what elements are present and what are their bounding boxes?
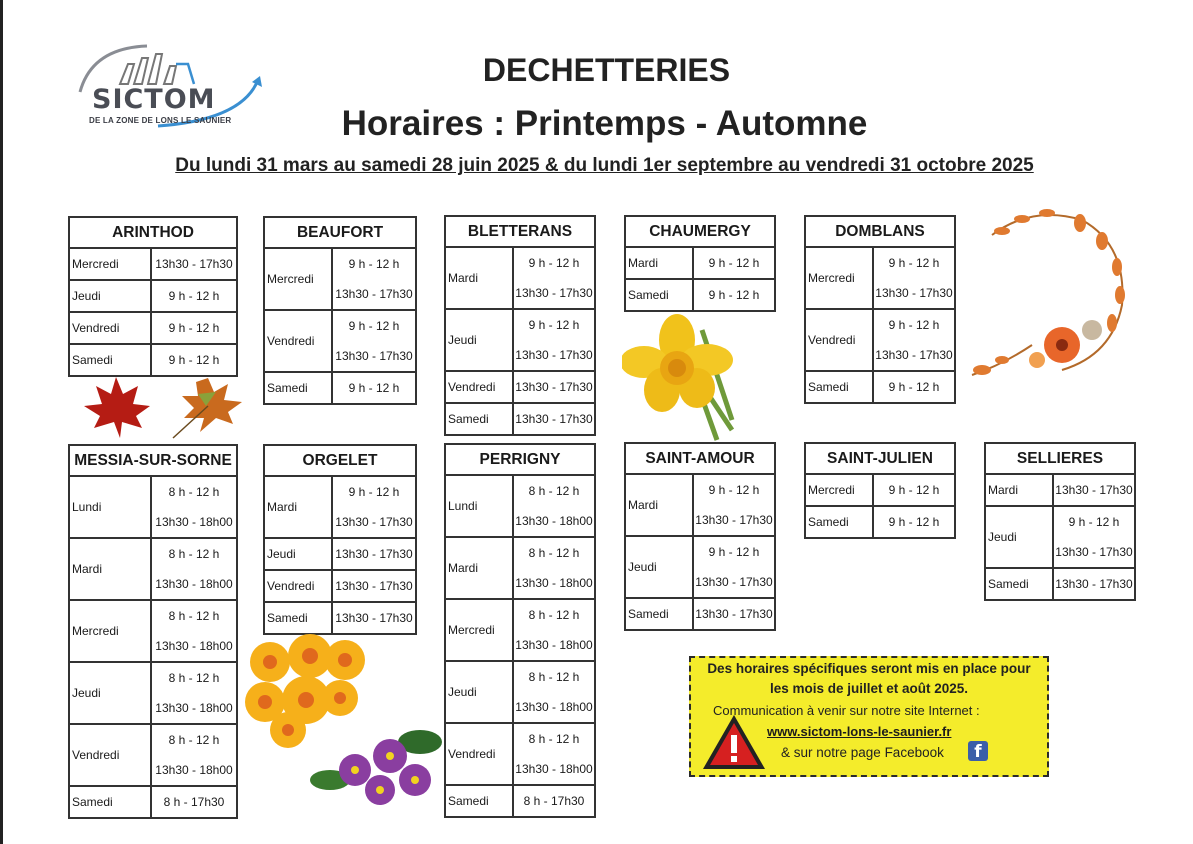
schedule-row (625, 598, 775, 630)
schedule-table-domblans (804, 215, 956, 404)
hours-range: 9 h - 12 h (888, 318, 940, 332)
notice-line-2: les mois de juillet et août 2025. (769, 681, 969, 696)
hours-cell (513, 537, 595, 599)
hours-range: 9 h - 12 h (168, 321, 220, 335)
hours-cell (693, 247, 775, 279)
site-name: BEAUFORT (264, 217, 416, 248)
hours-range: 8 h - 12 h (168, 485, 220, 499)
hours-range: 13h30 - 17h30 (335, 611, 413, 625)
schedule-row (69, 248, 237, 280)
day-cell: Samedi (445, 403, 513, 435)
hours-range: 13h30 - 18h00 (515, 576, 593, 590)
hours-cell (513, 371, 595, 403)
notice-line-3: Communication à venir sur notre site Internet : (713, 703, 980, 718)
day-cell: Vendredi (264, 310, 332, 372)
hours-range: 13h30 - 17h30 (515, 348, 593, 362)
hours-cell (513, 475, 595, 537)
daffodil-icon (622, 310, 757, 445)
hours-range: 13h30 - 17h30 (875, 348, 953, 362)
hours-range: 13h30 - 17h30 (515, 412, 593, 426)
day-cell: Vendredi (69, 312, 151, 344)
site-name: MESSIA-SUR-SORNE (69, 445, 237, 476)
day-cell: Mardi (264, 476, 332, 538)
hours-cell (332, 248, 416, 310)
schedule-table-bletterans (444, 215, 596, 436)
hours-range: 13h30 - 17h30 (515, 286, 593, 300)
hours-cell (693, 474, 775, 536)
schedule-row (69, 280, 237, 312)
notice-line-1: Des horaires spécifiques seront mis en place pour (707, 661, 1031, 676)
schedule-row (69, 600, 237, 662)
schedule-row (264, 538, 416, 570)
hours-cell (513, 309, 595, 371)
hours-cell (151, 662, 237, 724)
schedule-row (264, 248, 416, 310)
day-cell: Vendredi (264, 570, 332, 602)
hours-range: 8 h - 17h30 (163, 795, 225, 809)
hours-range: 13h30 - 18h00 (515, 762, 593, 776)
day-cell: Samedi (445, 785, 513, 817)
hours-range: 13h30 - 17h30 (335, 349, 413, 363)
website-link[interactable]: www.sictom-lons-le-saunier.fr (767, 724, 952, 739)
hours-cell (513, 247, 595, 309)
schedule-row (985, 568, 1135, 600)
hours-range: 13h30 - 18h00 (155, 639, 233, 653)
hours-range: 13h30 - 17h30 (1055, 545, 1133, 559)
schedule-row (69, 662, 237, 724)
schedule-row (805, 247, 955, 309)
schedule-table-perrigny (444, 443, 596, 818)
day-cell: Samedi (805, 371, 873, 403)
schedule-row (445, 309, 595, 371)
day-cell: Mercredi (805, 247, 873, 309)
day-cell: Mardi (445, 247, 513, 309)
logo-name: SICTOM (92, 84, 216, 115)
day-cell: Mercredi (445, 599, 513, 661)
schedule-row (625, 536, 775, 598)
schedule-row (985, 474, 1135, 506)
day-cell: Samedi (69, 344, 151, 376)
schedule-row (445, 785, 595, 817)
hours-cell (513, 785, 595, 817)
warning-icon (701, 713, 767, 773)
hours-range: 9 h - 12 h (168, 353, 220, 367)
day-cell: Vendredi (445, 371, 513, 403)
schedule-table-chaumergy (624, 215, 776, 312)
hours-range: 8 h - 12 h (528, 608, 580, 622)
hours-cell (1053, 474, 1135, 506)
hours-range: 9 h - 12 h (888, 483, 940, 497)
hours-range: 9 h - 12 h (348, 257, 400, 271)
hours-range: 9 h - 12 h (888, 380, 940, 394)
hours-cell (151, 786, 237, 818)
hours-range: 8 h - 12 h (528, 732, 580, 746)
hours-range: 13h30 - 17h30 (515, 380, 593, 394)
hours-cell (151, 248, 237, 280)
hours-range: 9 h - 12 h (708, 545, 760, 559)
notice-box (689, 656, 1049, 777)
day-cell: Vendredi (805, 309, 873, 371)
schedule-row (625, 247, 775, 279)
day-cell: Samedi (625, 598, 693, 630)
site-name: BLETTERANS (445, 216, 595, 247)
schedule-table-saint-amour (624, 442, 776, 631)
site-name: ARINTHOD (69, 217, 237, 248)
day-cell: Lundi (445, 475, 513, 537)
schedule-row (625, 474, 775, 536)
hours-cell (151, 600, 237, 662)
day-cell: Mardi (625, 247, 693, 279)
hours-cell (513, 723, 595, 785)
hours-range: 9 h - 12 h (888, 256, 940, 270)
hours-cell (693, 598, 775, 630)
hours-range: 13h30 - 18h00 (155, 515, 233, 529)
hours-range: 9 h - 12 h (348, 381, 400, 395)
hours-range: 9 h - 12 h (348, 485, 400, 499)
hours-range: 13h30 - 17h30 (155, 257, 233, 271)
day-cell: Jeudi (69, 280, 151, 312)
page-title: DECHETTERIES (482, 52, 731, 88)
hours-cell (151, 538, 237, 600)
schedule-table-arinthod (68, 216, 238, 377)
hours-range: 8 h - 12 h (528, 546, 580, 560)
hours-range: 8 h - 17h30 (523, 794, 585, 808)
hours-range: 9 h - 12 h (528, 318, 580, 332)
hours-range: 9 h - 12 h (708, 256, 760, 270)
site-name: ORGELET (264, 445, 416, 476)
hours-range: 13h30 - 17h30 (1055, 577, 1133, 591)
day-cell: Jeudi (69, 662, 151, 724)
hours-cell (332, 476, 416, 538)
hours-range: 8 h - 12 h (168, 547, 220, 561)
day-cell: Vendredi (69, 724, 151, 786)
schedule-row (445, 661, 595, 723)
day-cell: Lundi (69, 476, 151, 538)
page-edge (0, 0, 3, 844)
day-cell: Mardi (985, 474, 1053, 506)
site-name: PERRIGNY (445, 444, 595, 475)
hours-range: 13h30 - 18h00 (515, 514, 593, 528)
hours-cell (151, 280, 237, 312)
logo-subtitle: DE LA ZONE DE LONS LE SAUNIER (89, 116, 232, 125)
notice-facebook-text: & sur notre page Facebook (781, 745, 944, 760)
facebook-icon[interactable]: f (968, 741, 988, 761)
hours-cell (1053, 568, 1135, 600)
hours-range: 13h30 - 17h30 (335, 287, 413, 301)
hours-cell (873, 309, 955, 371)
hours-cell (693, 279, 775, 311)
day-cell: Samedi (264, 372, 332, 404)
hours-range: 9 h - 12 h (708, 288, 760, 302)
hours-cell (873, 474, 955, 506)
schedule-row (264, 372, 416, 404)
schedule-row (69, 786, 237, 818)
hours-range: 9 h - 12 h (888, 515, 940, 529)
day-cell: Mardi (625, 474, 693, 536)
schedule-row (69, 476, 237, 538)
hours-cell (1053, 506, 1135, 568)
hours-range: 13h30 - 17h30 (695, 513, 773, 527)
hours-cell (332, 538, 416, 570)
schedule-table-messia-sur-sorne (68, 444, 238, 819)
schedule-row (445, 247, 595, 309)
schedule-row (445, 475, 595, 537)
day-cell: Mercredi (69, 600, 151, 662)
page-subtitle: Horaires : Printemps - Automne (341, 104, 868, 143)
hours-cell (513, 599, 595, 661)
schedule-row (625, 279, 775, 311)
hours-cell (151, 312, 237, 344)
hours-cell (873, 506, 955, 538)
day-cell: Vendredi (445, 723, 513, 785)
schedule-row (264, 476, 416, 538)
hours-cell (513, 661, 595, 723)
schedule-row (805, 506, 955, 538)
schedule-row (445, 723, 595, 785)
hours-range: 8 h - 12 h (168, 733, 220, 747)
day-cell: Mercredi (69, 248, 151, 280)
site-name: SELLIERES (985, 443, 1135, 474)
hours-range: 13h30 - 18h00 (515, 700, 593, 714)
schedule-row (445, 371, 595, 403)
hours-range: 8 h - 12 h (528, 484, 580, 498)
day-cell: Samedi (985, 568, 1053, 600)
hours-cell (151, 724, 237, 786)
day-cell: Jeudi (985, 506, 1053, 568)
hours-range: 8 h - 12 h (528, 670, 580, 684)
hours-range: 13h30 - 17h30 (875, 286, 953, 300)
schedule-row (445, 403, 595, 435)
hours-range: 9 h - 12 h (348, 319, 400, 333)
hours-range: 13h30 - 17h30 (695, 575, 773, 589)
schedule-table-saint-julien (804, 442, 956, 539)
schedule-table-orgelet (263, 444, 417, 635)
day-cell: Samedi (625, 279, 693, 311)
hours-cell (332, 310, 416, 372)
hours-range: 8 h - 12 h (168, 609, 220, 623)
day-cell: Jeudi (445, 661, 513, 723)
hours-cell (873, 247, 955, 309)
day-cell: Mardi (445, 537, 513, 599)
schedule-row (69, 724, 237, 786)
schedule-row (805, 309, 955, 371)
schedule-row (445, 599, 595, 661)
period-line: Du lundi 31 mars au samedi 28 juin 2025 & du lundi 1er septembre au vendredi 31 octobre 2025 (175, 155, 1034, 176)
hours-range: 9 h - 12 h (708, 483, 760, 497)
site-name: SAINT-JULIEN (805, 443, 955, 474)
hours-range: 13h30 - 17h30 (1055, 483, 1133, 497)
schedule-row (69, 538, 237, 600)
schedule-row (445, 537, 595, 599)
hours-range: 13h30 - 17h30 (695, 607, 773, 621)
hours-range: 13h30 - 17h30 (335, 579, 413, 593)
day-cell: Samedi (69, 786, 151, 818)
primrose-icon (240, 630, 445, 808)
hours-range: 9 h - 12 h (1068, 515, 1120, 529)
day-cell: Samedi (805, 506, 873, 538)
autumn-wreath-icon (962, 195, 1137, 400)
hours-cell (332, 372, 416, 404)
day-cell: Jeudi (445, 309, 513, 371)
schedule-row (264, 570, 416, 602)
hours-range: 13h30 - 18h00 (155, 577, 233, 591)
day-cell: Mercredi (264, 248, 332, 310)
hours-range: 13h30 - 17h30 (335, 547, 413, 561)
hours-range: 9 h - 12 h (168, 289, 220, 303)
schedule-row (264, 310, 416, 372)
schedule-row (985, 506, 1135, 568)
schedule-table-sellieres (984, 442, 1136, 601)
schedule-table-beaufort (263, 216, 417, 405)
schedule-row (805, 371, 955, 403)
hours-range: 13h30 - 18h00 (155, 763, 233, 777)
site-name: SAINT-AMOUR (625, 443, 775, 474)
schedule-row (805, 474, 955, 506)
hours-range: 13h30 - 17h30 (335, 515, 413, 529)
hours-range: 13h30 - 18h00 (155, 701, 233, 715)
day-cell: Jeudi (625, 536, 693, 598)
day-cell: Jeudi (264, 538, 332, 570)
hours-cell (513, 403, 595, 435)
hours-range: 13h30 - 18h00 (515, 638, 593, 652)
hours-cell (873, 371, 955, 403)
day-cell: Samedi (264, 602, 332, 634)
maple-leaf-icon (78, 372, 253, 442)
hours-range: 9 h - 12 h (528, 256, 580, 270)
site-name: CHAUMERGY (625, 216, 775, 247)
site-name: DOMBLANS (805, 216, 955, 247)
hours-cell (693, 536, 775, 598)
day-cell: Mardi (69, 538, 151, 600)
day-cell: Mercredi (805, 474, 873, 506)
schedule-row (69, 312, 237, 344)
hours-cell (151, 476, 237, 538)
hours-cell (332, 570, 416, 602)
hours-range: 8 h - 12 h (168, 671, 220, 685)
